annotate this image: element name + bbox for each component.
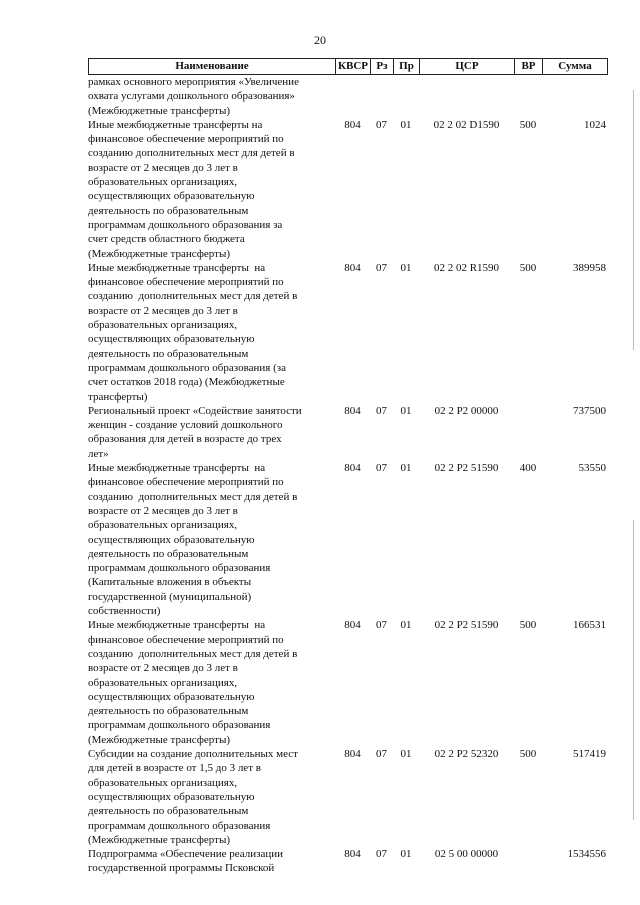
row-name-line: (Межбюджетные трансферты) [88,733,230,746]
cell-sum: 737500 [573,404,606,417]
row-name-line: (Межбюджетные трансферты) [88,247,230,260]
page-number: 20 [314,33,326,47]
header-vr: ВР [515,59,543,74]
cell-pr: 01 [400,848,412,861]
row-name-line: программам дошкольного образования [88,819,271,832]
row-name-line: финансовое обеспечение мероприятий по [88,276,284,289]
row-name-line: деятельность по образовательным [88,204,249,217]
cell-sum: 517419 [573,748,606,761]
row-name-line: охвата услугами дошкольного образования» [88,90,295,103]
row-name-line: счет средств областного бюджета [88,233,245,246]
row-name-line: возрасте от 2 месяцев до 3 лет в [88,504,238,517]
cell-sum: 53550 [578,462,606,475]
row-name-line: государственной программы Псковской [88,862,275,875]
cell-vr: 400 [519,462,537,475]
cell-kvsr: 804 [344,848,361,861]
row-name-line: деятельность по образовательным [88,705,249,718]
row-name-line: созданию дополнительных мест для детей в [88,147,295,160]
row-name-line: возрасте от 2 месяцев до 3 лет в [88,304,238,317]
row-name-line: финансовое обеспечение мероприятий по [88,633,284,646]
cell-pr: 01 [400,261,412,274]
header-sum: Сумма [558,60,592,72]
cell-sum: 1024 [584,118,606,131]
row-name-line: (Межбюджетные трансферты) [88,104,230,117]
row-name-line: программам дошкольного образования [88,562,271,575]
row-name-line: образовательных организациях, [88,676,238,689]
cell-pr: 01 [400,118,412,131]
cell-csr: 02 2 02 D1590 [433,118,500,131]
cell-sum: 1534556 [567,848,606,861]
cell-csr: 02 2 P2 52320 [434,748,499,761]
cell-csr: 02 2 P2 00000 [434,404,499,417]
row-name-line: Иные межбюджетные трансферты на [88,462,266,475]
cell-kvsr: 804 [344,404,361,417]
cell-sum: 166531 [573,619,606,632]
row-name-line: Иные межбюджетные трансферты на [88,619,266,632]
cell-vr: 500 [519,619,537,632]
cell-kvsr: 804 [344,118,361,131]
row-name-line: рамках основного мероприятия «Увеличение [88,76,299,88]
cell-rz: 07 [376,619,387,632]
header-csr: ЦСР [420,59,515,74]
cell-rz: 07 [376,462,387,475]
table-row [88,404,608,461]
row-name-line: деятельность по образовательным [88,347,249,360]
row-name [88,618,335,747]
cell-rz: 07 [376,404,387,417]
row-name [88,118,335,261]
row-name-line: трансферты) [88,390,148,403]
row-name [88,847,335,876]
row-name-line: (Капитальные вложения в объекты [88,576,252,589]
table-body [88,75,608,876]
cell-csr: 02 5 00 00000 [434,848,499,861]
budget-table [88,58,608,876]
row-name-line: осуществляющих образовательную [88,533,255,546]
row-name-line: финансовое обеспечение мероприятий по [88,476,284,489]
cell-csr: 02 2 P2 51590 [434,462,499,475]
row-name-line: для детей в возрасте от 1,5 до 3 лет в [88,762,261,775]
cell-vr: 500 [519,748,537,761]
row-name-line: женщин - создание условий дошкольного [88,419,283,432]
table-header [88,58,608,75]
row-name-line: программам дошкольного образования (за [88,361,286,374]
cell-rz: 07 [376,118,387,131]
row-name-line: счет остатков 2018 года) (Межбюджетные [88,376,285,389]
row-name-line: осуществляющих образовательную [88,690,255,703]
row-name-line: финансовое обеспечение мероприятий по [88,133,284,146]
cell-pr: 01 [400,462,412,475]
row-name-line: Региональный проект «Содействие занятости [88,404,302,417]
row-name-line: созданию дополнительных мест для детей в [88,290,298,303]
row-name-line: деятельность по образовательным [88,547,249,560]
row-name [88,404,335,461]
scan-edge-line [633,520,634,820]
row-name [88,747,335,847]
cell-kvsr: 804 [344,462,361,475]
table-row [88,747,608,847]
cell-vr: 500 [519,118,537,131]
row-name-line: (Межбюджетные трансферты) [88,833,230,846]
row-name-line: образовательных организациях, [88,319,238,332]
cell-rz: 07 [376,748,387,761]
row-name-line: Иные межбюджетные трансферты на [88,118,263,131]
row-name-line: образовательных организациях, [88,776,238,789]
header-pr: Пр [394,59,420,74]
row-name [88,461,335,618]
cell-csr: 02 2 02 R1590 [433,261,500,274]
header-rz: Рз [371,59,394,74]
cell-rz: 07 [376,848,387,861]
row-name-line: Иные межбюджетные трансферты на [88,261,266,274]
row-name-line: собственности) [88,605,161,618]
table-row [88,261,608,404]
row-name-line: созданию дополнительных мест для детей в [88,490,298,503]
row-name [88,261,335,404]
row-name-line: созданию дополнительных мест для детей в [88,647,298,660]
cell-sum: 389958 [573,261,606,274]
cell-pr: 01 [400,748,412,761]
row-name-line: осуществляющих образовательную [88,790,255,803]
row-name [88,75,335,118]
table-row [88,618,608,747]
header-kvsr: КВСР [336,59,371,74]
cell-pr: 01 [400,404,412,417]
cell-rz: 07 [376,261,387,274]
row-name-line: программам дошкольного образования за [88,218,283,231]
table-row [88,75,608,118]
row-name-line: программам дошкольного образования [88,719,271,732]
row-name-line: образовательных организациях, [88,176,238,189]
table-row [88,461,608,618]
row-name-line: образования для детей в возрасте до трех [88,433,282,446]
row-name-line: Подпрограмма «Обеспечение реализации [88,848,283,861]
row-name-line: осуществляющих образовательную [88,190,255,203]
cell-kvsr: 804 [344,261,361,274]
row-name-line: осуществляющих образовательную [88,333,255,346]
table-row [88,118,608,261]
cell-csr: 02 2 P2 51590 [434,619,499,632]
row-name-line: возрасте от 2 месяцев до 3 лет в [88,161,238,174]
scan-edge-line [633,90,634,350]
cell-kvsr: 804 [344,619,361,632]
cell-kvsr: 804 [344,748,361,761]
row-name-line: деятельность по образовательным [88,805,249,818]
cell-vr: 500 [519,261,537,274]
header-name: Наименование [89,59,336,74]
row-name-line: возрасте от 2 месяцев до 3 лет в [88,662,238,675]
cell-pr: 01 [400,619,412,632]
row-name-line: лет» [88,447,109,460]
row-name-line: Субсидии на создание дополнительных мест [88,748,298,761]
table-row [88,847,608,876]
row-name-line: образовательных организациях, [88,519,238,532]
row-name-line: государственной (муниципальной) [88,590,252,603]
